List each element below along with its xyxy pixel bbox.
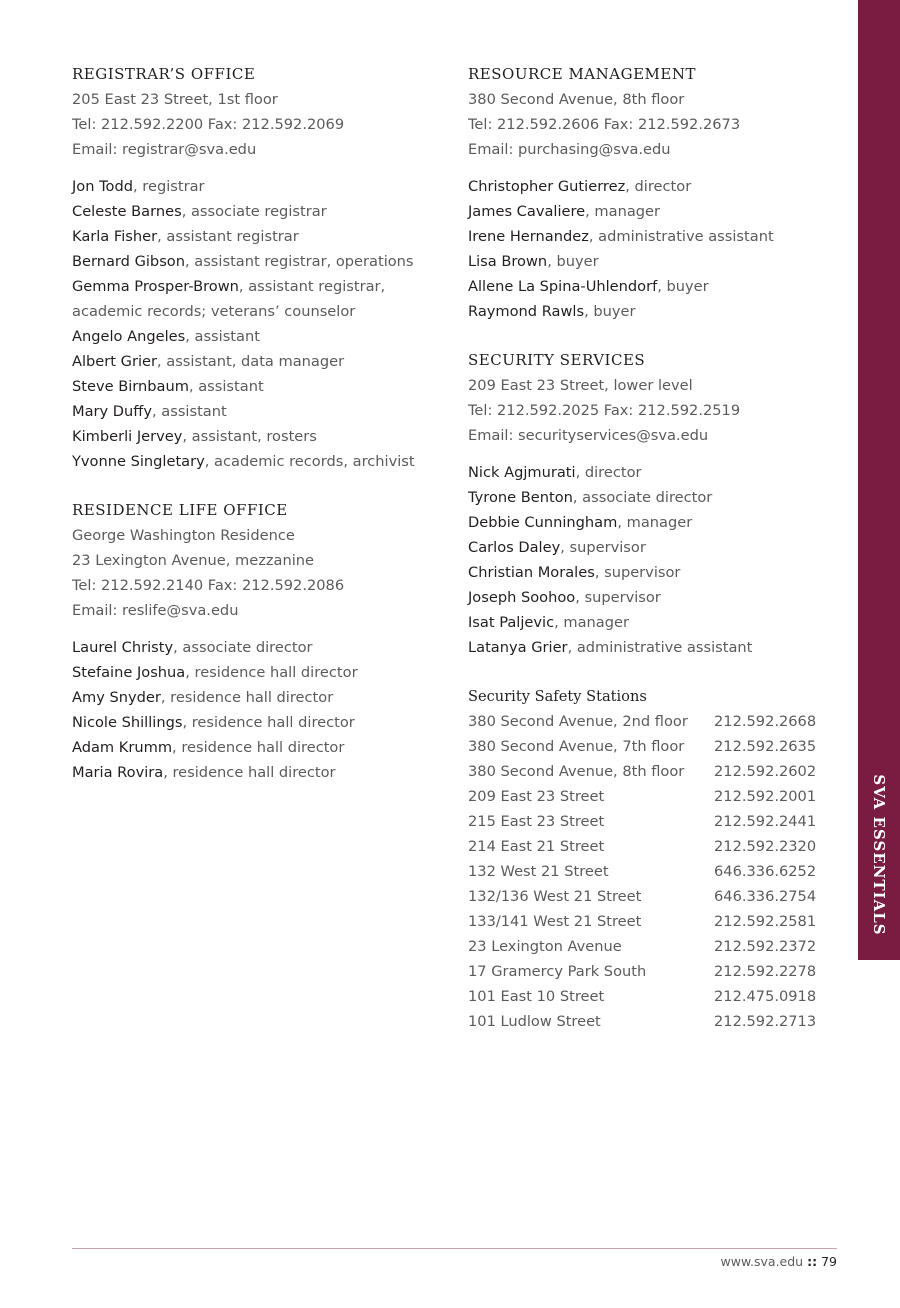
station-location: 17 Gramercy Park South [468,963,647,980]
staff-entry [468,299,843,324]
staff-entry [468,535,843,560]
staff-entry [468,174,843,199]
staff-list [72,635,447,785]
staff-name: Adam Krumm [72,739,173,756]
staff-entry [72,249,447,274]
staff-entry [72,174,447,199]
staff-entry [468,635,843,660]
staff-role: , supervisor [575,589,661,606]
section-title: REGISTRAR’S OFFICE [72,65,256,83]
station-location: 214 East 21 Street [468,838,605,855]
staff-name: Albert Grier [72,353,157,370]
station-location: 101 Ludlow Street [468,1013,601,1030]
station-location: 132/136 West 21 Street [468,888,642,905]
station-phone: 212.592.2372 [714,938,817,955]
staff-name: Amy Snyder [72,689,161,706]
staff-role: , assistant, rosters [182,428,317,445]
station-row [468,759,843,784]
staff-name: Stefaine Joshua [72,664,186,681]
staff-entry [72,449,447,474]
staff-role: , administrative assistant [567,639,753,656]
staff-name: Laurel Christy [72,639,174,656]
staff-entry [468,274,843,299]
staff-role: , assistant [185,328,260,345]
address: 23 Lexington Avenue, mezzanine [72,552,315,569]
staff-entry [72,710,447,735]
staff-name: Carlos Daley [468,539,561,556]
staff-entry [468,485,843,510]
page-footer [721,1254,838,1269]
staff-role: , associate director [173,639,313,656]
station-row [468,884,843,909]
staff-entry [72,374,447,399]
station-location: 209 East 23 Street [468,788,605,805]
phone-fax: Tel: 212.592.2606 Fax: 212.592.2673 [468,116,741,133]
email: Email: purchasing@sva.edu [468,141,671,158]
staff-role: , supervisor [560,539,646,556]
staff-role: , residence hall director [163,764,336,781]
station-location: 380 Second Avenue, 2nd floor [468,713,688,730]
station-phone: 212.592.2001 [714,788,817,805]
staff-role: , residence hall director [182,714,355,731]
station-phone: 212.592.2581 [714,913,817,930]
staff-role: , assistant registrar, academic records; veterans’ counselor [72,278,386,320]
staff-role: , buyer [584,303,636,320]
staff-entry [468,199,843,224]
staff-name: Raymond Rawls [468,303,585,320]
station-row [468,734,843,759]
station-row [468,1009,843,1034]
footer-separator: :: [807,1254,818,1269]
address: 209 East 23 Street, lower level [468,377,693,394]
residence-life-section [72,498,447,785]
staff-name: Latanya Grier [468,639,568,656]
staff-name: Nicole Shillings [72,714,183,731]
staff-name: Maria Rovira [72,764,164,781]
station-row [468,934,843,959]
phone-fax: Tel: 212.592.2025 Fax: 212.592.2519 [468,402,741,419]
staff-entry [468,560,843,585]
staff-name: Tyrone Benton [468,489,573,506]
staff-role: , residence hall director [185,664,358,681]
staff-entry [72,274,437,324]
footer-divider [72,1248,837,1249]
station-location: 23 Lexington Avenue [468,938,622,955]
staff-entry [72,399,447,424]
station-location: 380 Second Avenue, 8th floor [468,763,685,780]
sidebar-label-wrap [858,770,900,940]
staff-entry [468,224,843,249]
staff-name: Joseph Soohoo [468,589,576,606]
section-title: SECURITY SERVICES [468,351,646,369]
staff-list [468,460,843,660]
staff-entry [468,510,843,535]
staff-entry [72,760,447,785]
station-location: 215 East 23 Street [468,813,605,830]
staff-list [72,174,447,474]
station-location: 380 Second Avenue, 7th floor [468,738,685,755]
email: Email: securityservices@sva.edu [468,427,709,444]
staff-name: Mary Duffy [72,403,152,420]
section-subtitle: Security Safety Stations [468,688,647,705]
staff-name: Celeste Barnes [72,203,182,220]
station-row [468,859,843,884]
staff-name: Isat Paljevic [468,614,555,631]
station-phone: 212.592.2320 [714,838,817,855]
staff-entry [72,635,447,660]
staff-role: , administrative assistant [588,228,774,245]
staff-role: , director [625,178,692,195]
staff-role: , assistant registrar [157,228,299,245]
staff-entry [72,735,447,760]
staff-entry [72,349,447,374]
staff-name: Irene Hernandez [468,228,589,245]
station-location: 101 East 10 Street [468,988,605,1005]
staff-role: , associate director [572,489,713,506]
staff-name: Bernard Gibson [72,253,185,270]
staff-role: , assistant registrar, operations [184,253,414,270]
staff-entry [72,324,447,349]
staff-role: , supervisor [594,564,681,581]
station-phone: 212.592.2635 [714,738,817,755]
staff-role: , assistant [152,403,227,420]
station-phone: 646.336.6252 [714,863,817,880]
staff-name: Steve Birnbaum [72,378,189,395]
staff-entry [468,249,843,274]
staff-role: , buyer [657,278,709,295]
staff-name: Jon Todd [72,178,134,195]
safety-stations-section [468,684,843,1034]
station-location: 133/141 West 21 Street [468,913,642,930]
building-name: George Washington Residence [72,527,295,544]
station-location: 132 West 21 Street [468,863,609,880]
right-column [468,62,843,1034]
staff-role: , assistant, data manager [156,353,345,370]
staff-role: , residence hall director [172,739,345,756]
staff-name: Karla Fisher [72,228,158,245]
phone-fax: Tel: 212.592.2140 Fax: 212.592.2086 [72,577,345,594]
staff-name: Yvonne Singletary [72,453,205,470]
staff-role: , assistant [188,378,264,395]
email: Email: registrar@sva.edu [72,141,257,158]
resource-management-section [468,62,843,324]
staff-entry [468,460,843,485]
staff-role: , manager [585,203,661,220]
staff-entry [72,660,447,685]
staff-role: , associate registrar [181,203,327,220]
station-phone: 646.336.2754 [714,888,817,905]
section-title: RESOURCE MANAGEMENT [468,65,696,83]
registrar-section [72,62,447,474]
station-row [468,809,843,834]
staff-name: Debbie Cunningham [468,514,618,531]
staff-name: Angelo Angeles [72,328,186,345]
email: Email: reslife@sva.edu [72,602,239,619]
staff-entry [468,610,843,635]
station-row [468,909,843,934]
staff-role: , residence hall director [160,689,334,706]
staff-role: , buyer [547,253,599,270]
staff-name: Allene La Spina-Uhlendorf [468,278,658,295]
station-phone: 212.592.2668 [714,713,817,730]
staff-entry [72,424,447,449]
phone-fax: Tel: 212.592.2200 Fax: 212.592.2069 [72,116,345,133]
station-row [468,959,843,984]
station-row [468,984,843,1009]
staff-role: , registrar [133,178,205,195]
station-row [468,784,843,809]
staff-name: Christian Morales [468,564,595,581]
station-phone: 212.592.2278 [714,963,817,980]
station-phone: 212.475.0918 [714,988,817,1005]
station-phone: 212.592.2602 [714,763,817,780]
staff-entry [72,685,447,710]
staff-list [468,174,843,324]
staff-name: Lisa Brown [468,253,548,270]
station-phone: 212.592.2713 [714,1013,817,1030]
staff-name: Gemma Prosper-Brown [72,278,239,295]
staff-role: , academic records, archivist [204,453,415,470]
left-column [72,62,447,785]
security-services-section [468,348,843,660]
station-row [468,834,843,859]
staff-role: , director [575,464,642,481]
staff-entry [72,199,447,224]
footer-url[interactable]: www.sva.edu [720,1254,804,1269]
section-title: RESIDENCE LIFE OFFICE [72,501,288,519]
station-phone: 212.592.2441 [714,813,817,830]
staff-name: Nick Agjmurati [468,464,576,481]
sidebar-label: SVA ESSENTIALS [870,774,888,936]
page-number: 79 [821,1254,837,1269]
staff-role: , manager [554,614,629,631]
staff-name: Kimberli Jervey [72,428,183,445]
staff-name: James Cavaliere [468,203,586,220]
staff-name: Christopher Gutierrez [468,178,626,195]
staff-role: , manager [617,514,693,531]
address: 380 Second Avenue, 8th floor [468,91,685,108]
staff-entry [468,585,843,610]
address: 205 East 23 Street, 1st floor [72,91,278,108]
stations-table [468,709,843,1034]
staff-entry [72,224,447,249]
station-row [468,709,843,734]
